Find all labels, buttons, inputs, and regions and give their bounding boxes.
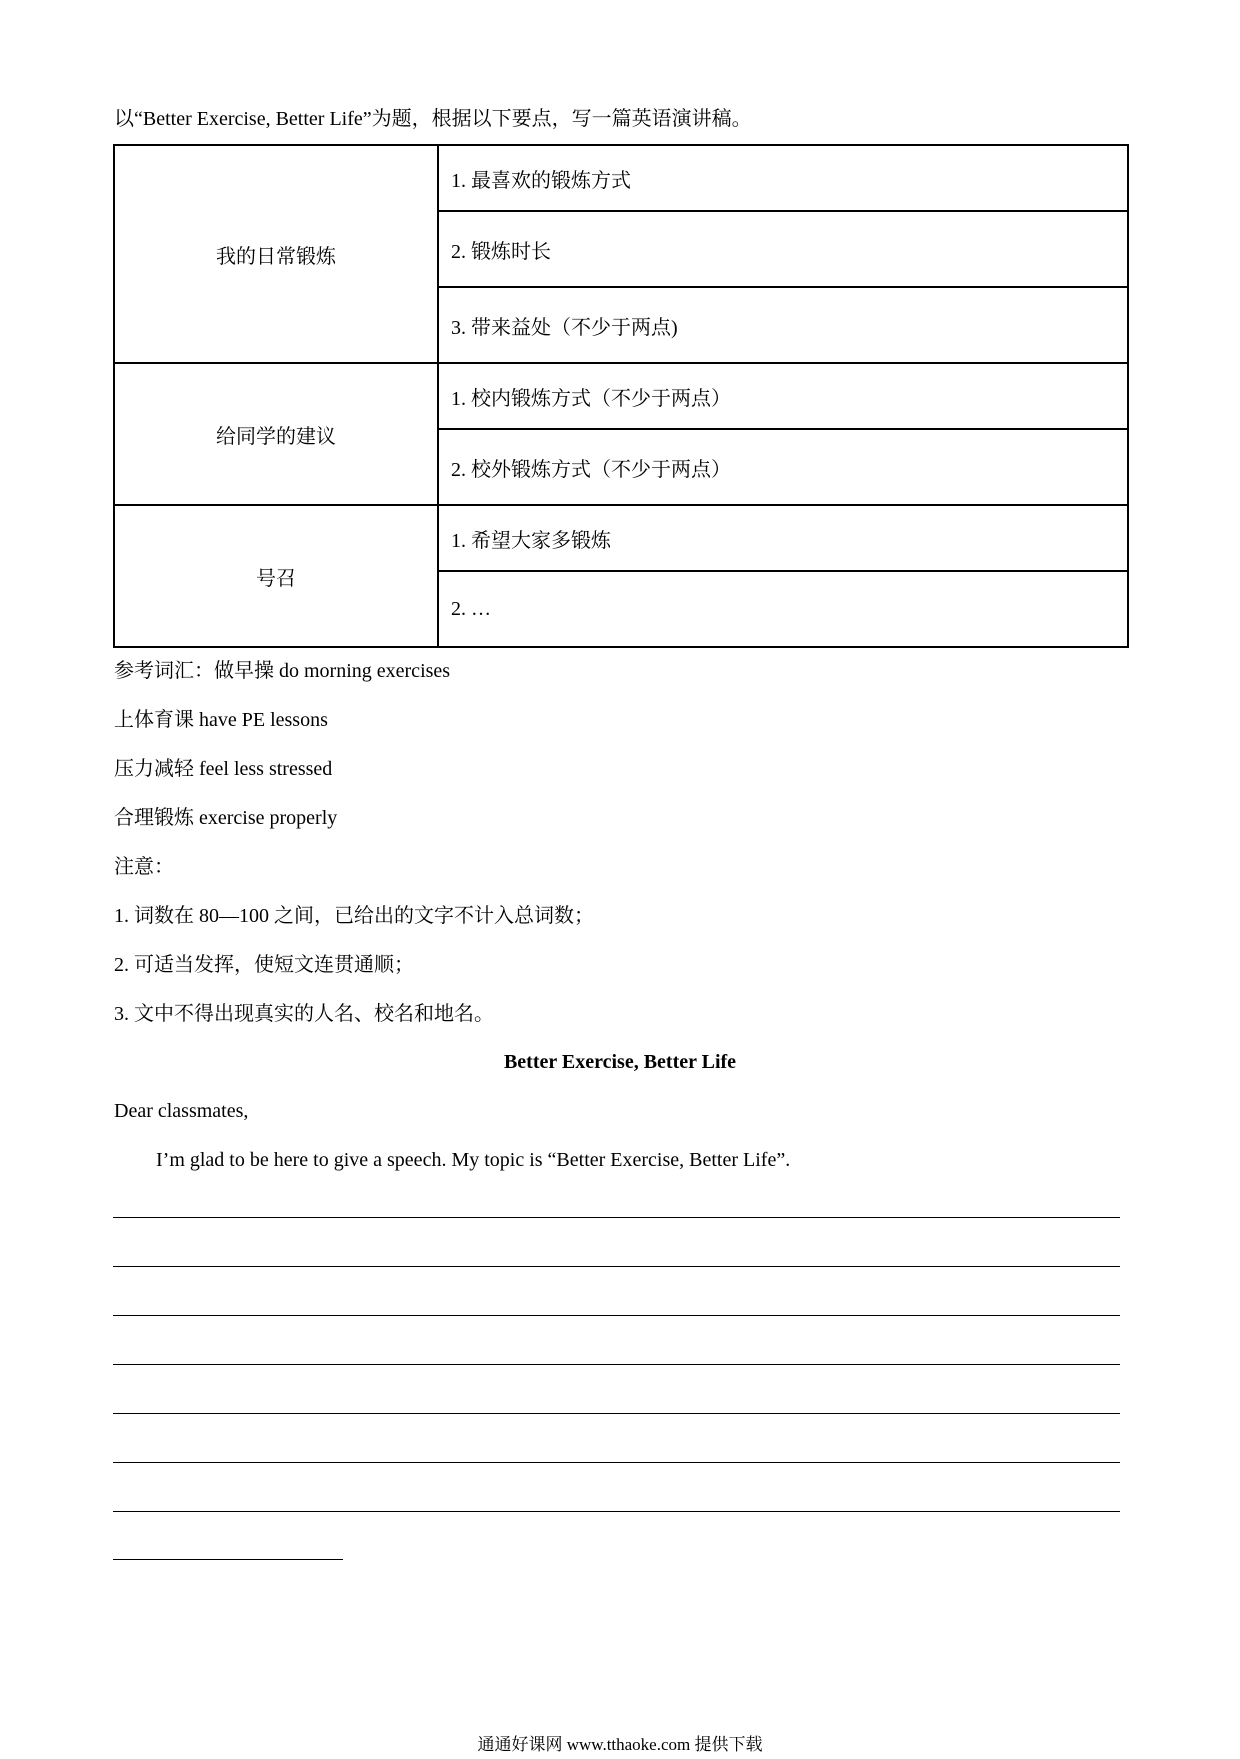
requirement-item: 2. 锻炼时长 (438, 211, 1128, 287)
note-item: 2. 可适当发挥，使短文连贯通顺； (114, 954, 414, 976)
requirement-item: 2. … (438, 571, 1128, 647)
page-footer: 通通好课网 www.tthaoke.com 提供下载 (477, 1735, 763, 1754)
writing-line[interactable] (113, 1511, 1120, 1512)
writing-line[interactable] (113, 1217, 1120, 1218)
writing-line[interactable] (113, 1364, 1120, 1365)
vocab-line: 参考词汇：做早操 do morning exercises (114, 660, 451, 682)
essay-title: Better Exercise, Better Life (503, 1051, 737, 1073)
essay-greeting: Dear classmates, (114, 1100, 249, 1122)
category-suggestions: 给同学的建议 (114, 363, 438, 505)
vocab-line: 合理锻炼 exercise properly (114, 807, 338, 829)
category-daily-exercise: 我的日常锻炼 (114, 145, 438, 363)
writing-line[interactable] (113, 1315, 1120, 1316)
writing-line[interactable] (113, 1413, 1120, 1414)
category-call-to-action: 号召 (114, 505, 438, 647)
requirement-item: 2. 校外锻炼方式（不少于两点） (438, 429, 1128, 505)
vocab-line: 上体育课 have PE lessons (114, 709, 328, 731)
writing-line-short[interactable] (113, 1559, 343, 1560)
writing-line[interactable] (113, 1462, 1120, 1463)
task-instruction: 以“Better Exercise, Better Life”为题，根据以下要点，写一篇英语演讲稿。 (114, 108, 752, 130)
requirement-item: 3. 带来益处（不少于两点) (438, 287, 1128, 363)
requirements-table (113, 144, 1129, 648)
notes-heading: 注意： (114, 856, 174, 878)
note-item: 1. 词数在 80—100 之间，已给出的文字不计入总词数； (114, 905, 594, 927)
requirement-item: 1. 校内锻炼方式（不少于两点） (438, 363, 1128, 429)
note-item: 3. 文中不得出现真实的人名、校名和地名。 (114, 1003, 494, 1025)
vocab-line: 压力减轻 feel less stressed (114, 758, 333, 780)
requirement-item: 1. 最喜欢的锻炼方式 (438, 145, 1128, 211)
requirement-item: 1. 希望大家多锻炼 (438, 505, 1128, 571)
writing-line[interactable] (113, 1266, 1120, 1267)
essay-first-sentence: I’m glad to be here to give a speech. My topic is “Better Exercise, Better Life”. (156, 1149, 791, 1171)
